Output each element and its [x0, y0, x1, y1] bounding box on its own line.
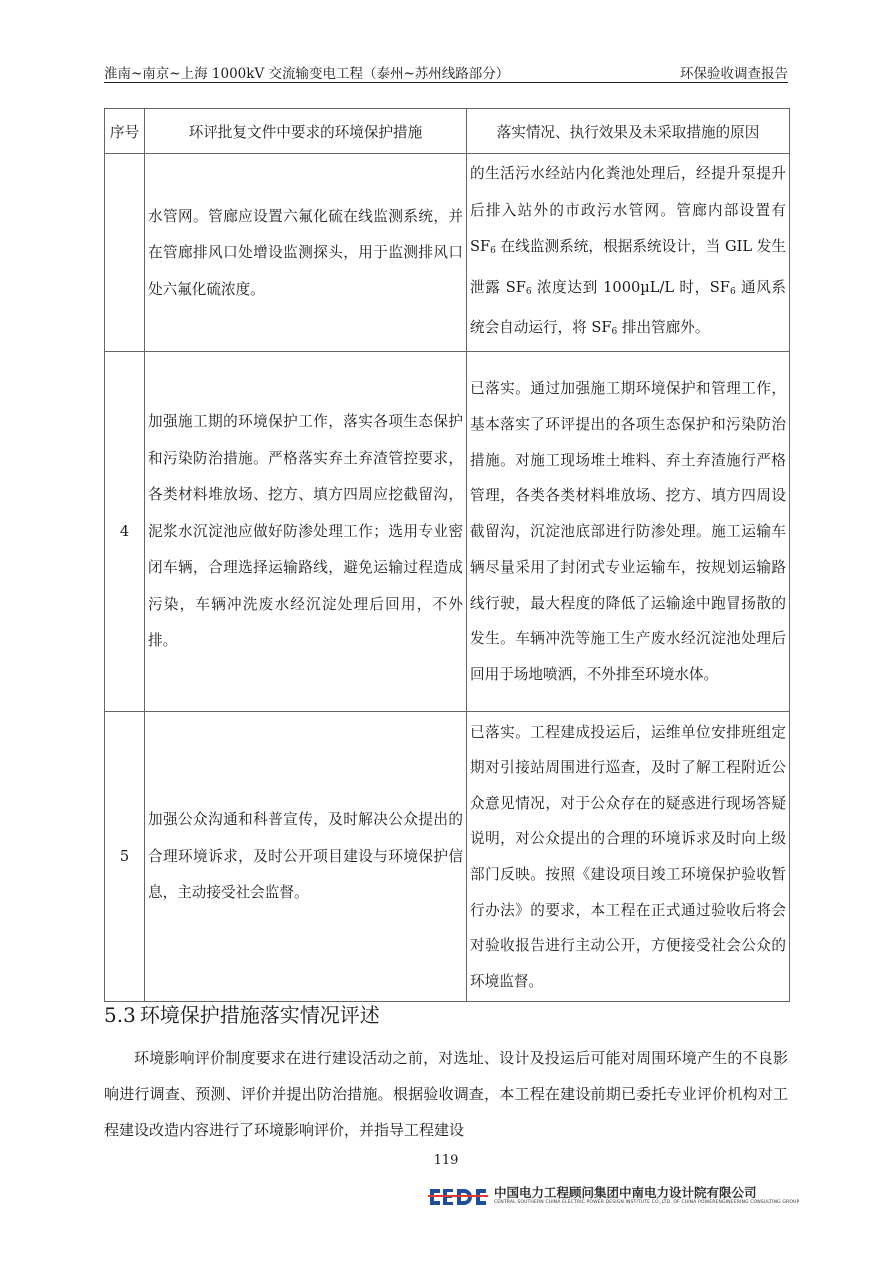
- requirement-cell: 加强施工期的环境保护工作，落实各项生态保护和污染防治措施。严格落实弃土弃渣管控要求，各类材料堆放场、挖方、填方四周应挖截留沟，泥浆水沉淀池应做好防渗处理工作；选用专业密闭车辆，合理选择运输路线，避免运输过程造成污染，车辆冲洗废水经沉淀处理后回用，不外排。: [145, 351, 467, 711]
- measures-table: [104, 108, 790, 1002]
- section-number: 5.3: [104, 1003, 136, 1027]
- table-header-row: [105, 109, 790, 154]
- company-logo-icon: [428, 1185, 488, 1209]
- implementation-cell: 已落实。通过加强施工期环境保护和管理工作，基本落实了环评提出的各项生态保护和污染防治措施。对施工现场堆土堆料、弃土弃渣施行严格管理，各类各类材料堆放场、挖方、填方四周设截留沟，沉淀池底部进行防渗处理。施工运输车辆尽量采用了封闭式专业运输车，按规划运输路线行驶，最大程度的降低了运输途中跑冒扬散的发生。车辆冲洗等施工生产废水经沉淀池处理后回用于场地喷洒，不外排至环境水体。: [467, 351, 790, 711]
- row-number: 5: [105, 711, 145, 1001]
- column-header-implementation: 落实情况、执行效果及未采取措施的原因: [467, 109, 790, 154]
- page-header: [104, 60, 788, 83]
- column-header-requirement: 环评批复文件中要求的环境保护措施: [145, 109, 467, 154]
- company-name-en: CENTRAL SOUTHERN CHINA ELECTRIC POWER DESIGN INSTITUTE CO.,LTD. OF CHINA POWERENGINEERING CONSULTING GROUP: [494, 1200, 800, 1205]
- requirement-cell: 加强公众沟通和科普宣传，及时解决公众提出的合理环境诉求，及时公开项目建设与环境保护信息，主动接受社会监督。: [145, 711, 467, 1001]
- implementation-cell: 已落实。工程建成投运后，运维单位安排班组定期对引接站周围进行巡查，及时了解工程附近公众意见情况，对于公众存在的疑惑进行现场答疑说明，对公众提出的合理的环境诉求及时向上级部门反映。按照《建设项目竣工环境保护验收暂行办法》的要求，本工程在正式通过验收后将会对验收报告进行主动公开，方便接受社会公众的环境监督。: [467, 711, 790, 1001]
- project-title: 淮南~南京~上海 1000kV 交流输变电工程（泰州~苏州线路部分）: [104, 66, 510, 82]
- row-number: 4: [105, 351, 145, 711]
- column-header-number: 序号: [105, 109, 145, 154]
- report-type: 环保验收调查报告: [680, 66, 788, 82]
- section-paragraph: 环境影响评价制度要求在进行建设活动之前，对选址、设计及投运后可能对周围环境产生的不良影响进行调查、预测、评价并提出防治措施。根据验收调查，本工程在建设前期已委托专业评价机构对工程建设改造内容进行了环境影响评价，并指导工程建设: [104, 1049, 788, 1139]
- table-row: [105, 711, 790, 1001]
- section-title: 环境保护措施落实情况评述: [139, 1003, 380, 1027]
- company-name-cn: 中国电力工程顾问集团中南电力设计院有限公司: [494, 1185, 757, 1200]
- page-footer: [428, 1183, 800, 1213]
- page-number: 119: [433, 1153, 459, 1168]
- row-number: [105, 154, 145, 352]
- requirement-cell: 水管网。管廊应设置六氟化硫在线监测系统，并在管廊排风口处增设监测探头，用于监测排风口处六氟化硫浓度。: [145, 154, 467, 352]
- table-row: [105, 154, 790, 352]
- table-row: [105, 351, 790, 711]
- section-heading: [104, 999, 380, 1028]
- implementation-cell: 的生活污水经站内化粪池处理后，经提升泵提升后排入站外的市政污水管网。管廊内部设置有 $SF_6$ 在线监测系统，根据系统设计，当 GIL 发生泄露 $SF_6$ 浓度达到 1000µL/L 时，$SF_6$ 通风系统会自动运行，将 $SF_6$ 排出管廊外。: [467, 154, 790, 352]
